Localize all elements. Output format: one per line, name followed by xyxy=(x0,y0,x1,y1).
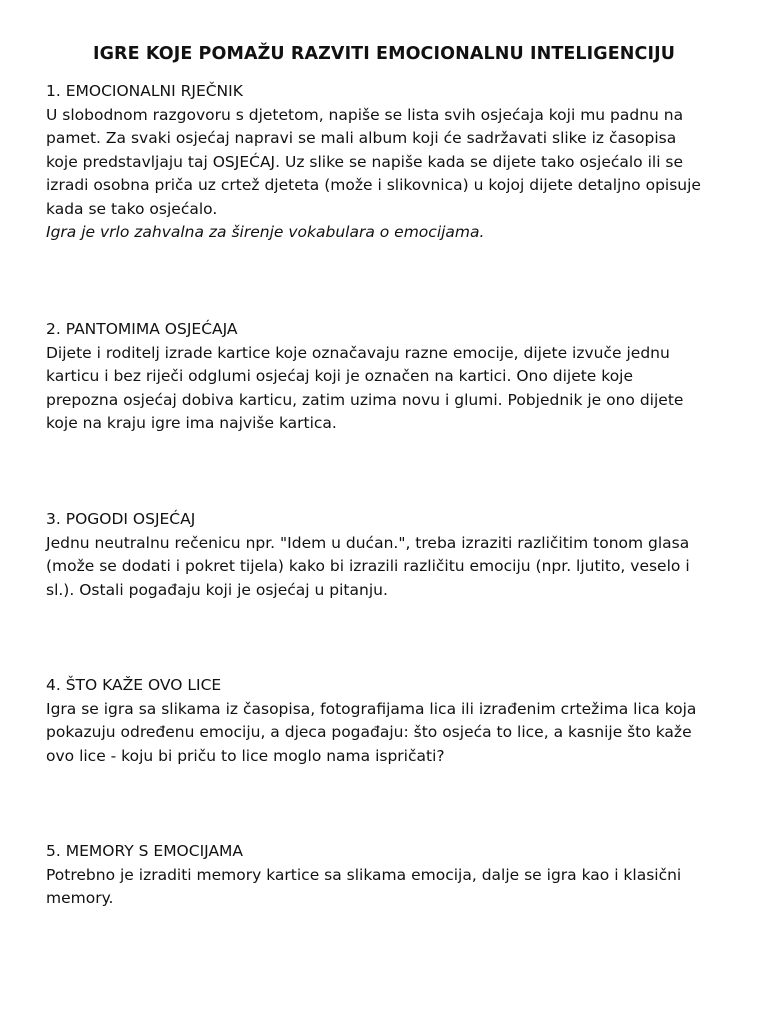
section-memory-s-emocijama xyxy=(46,840,736,911)
section-heading: 4. ŠTO KAŽE OVO LICE xyxy=(46,676,222,694)
section-pogodi-osjecaj xyxy=(46,508,736,602)
paragraph-line: pokazuju određenu emociju, a djeca pogađaju: što osjeća to lice, a kasnije što kaže xyxy=(46,723,692,741)
paragraph-line: Potrebno je izraditi memory kartice sa slikama emocija, dalje se igra kao i klasični xyxy=(46,865,682,884)
paragraph-line: (može se dodati i pokret tijela) kako bi izrazili različitu emociju (npr. ljutito, veselo i xyxy=(46,557,690,575)
section-heading: 5. MEMORY S EMOCIJAMA xyxy=(46,842,244,860)
italic-note: Igra je vrlo zahvalna za širenje vokabulara o emocijama. xyxy=(46,223,485,241)
paragraph-line: U slobodnom razgovoru s djetetom, napiše se lista svih osjećaja koji mu padnu na xyxy=(46,105,684,124)
paragraph-line: Dijete i roditelj izrade kartice koje označavaju razne emocije, dijete izvuče jednu xyxy=(46,343,670,362)
paragraph-line: prepozna osjećaj dobiva karticu, zatim uzima novu i glumi. Pobjednik je ono dijete xyxy=(46,390,684,409)
paragraph-line: ovo lice - koju bi priču to lice moglo nama ispričati? xyxy=(46,746,445,765)
paragraph-line: izradi osobna priča uz crtež djeteta (može i slikovnica) u kojoj dijete detaljno opisuje xyxy=(46,176,701,194)
paragraph-line: sl.). Ostali pogađaju koji je osjećaj u pitanju. xyxy=(46,580,388,599)
paragraph-line: Jednu neutralnu rečenicu npr. "Idem u dućan.", treba izraziti različitim tonom glasa xyxy=(46,533,690,552)
section-pantomima-osjecaja xyxy=(46,318,736,436)
paragraph-line: memory. xyxy=(46,889,114,907)
section-sto-kaze-ovo-lice xyxy=(46,674,736,768)
section-heading: 1. EMOCIONALNI RJEČNIK xyxy=(46,82,243,100)
paragraph-line: koje na kraju igre ima najviše kartica. xyxy=(46,414,337,432)
document-title: IGRE KOJE POMAŽU RAZVITI EMOCIONALNU INTELIGENCIJU xyxy=(92,44,676,64)
section-emocionalni-rjecnik xyxy=(46,80,736,245)
paragraph-line: pamet. Za svaki osjećaj napravi se mali album koji će sadržavati slike iz časopisa xyxy=(46,129,677,147)
section-heading: 2. PANTOMIMA OSJEĆAJA xyxy=(46,320,238,338)
section-heading: 3. POGODI OSJEĆAJ xyxy=(46,510,196,528)
paragraph-line: koje predstavljaju taj OSJEĆAJ. Uz slike se napiše kada se dijete tako osjećalo ili se xyxy=(46,152,684,171)
paragraph-line: Igra se igra sa slikama iz časopisa, fotografijama lica ili izrađenim crtežima lica koja xyxy=(46,699,697,718)
paragraph-line: karticu i bez riječi odglumi osjećaj koji je označen na kartici. Ono dijete koje xyxy=(46,367,634,385)
paragraph-line: kada se tako osjećalo. xyxy=(46,199,218,218)
